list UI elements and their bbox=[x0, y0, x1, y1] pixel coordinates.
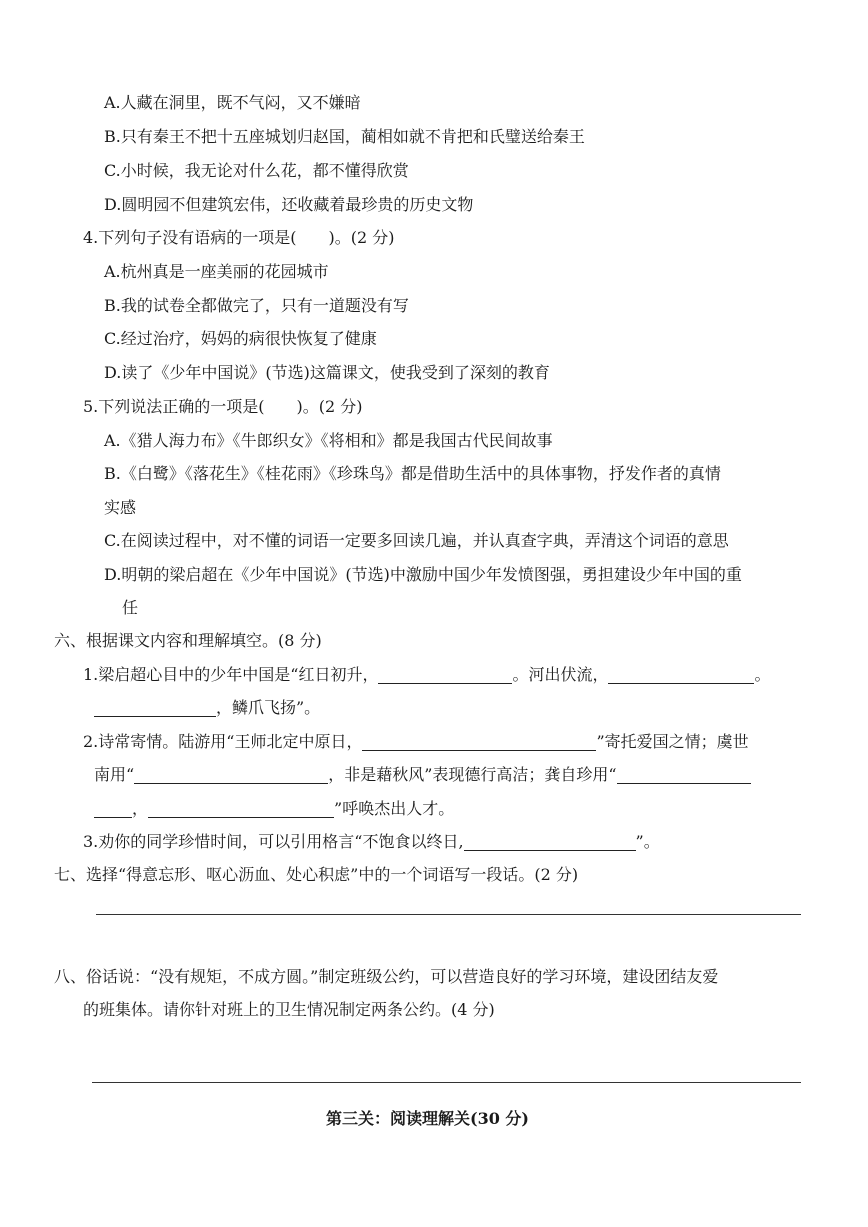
section6-title: 六、根据课文内容和理解填空。(8 分) bbox=[54, 631, 322, 650]
section7-answer-line[interactable] bbox=[96, 914, 801, 915]
q5-stem: 5.下列说法正确的一项是( )。(2 分) bbox=[83, 397, 363, 416]
s6-q1-text-b: 。河出伏流， bbox=[512, 665, 609, 684]
s6-q2-line1 bbox=[83, 731, 749, 753]
s6-q2-line3 bbox=[94, 798, 454, 820]
s6-q2-text-a: 2.诗常寄情。陆游用“王师北定中原日， bbox=[83, 732, 363, 751]
fill-blank-4[interactable] bbox=[362, 734, 596, 751]
section8-line2: 的班集体。请你针对班上的卫生情况制定两条公约。(4 分) bbox=[83, 1000, 495, 1019]
q3-option-d: D.圆明园不但建筑宏伟，还收藏着最珍贵的历史文物 bbox=[104, 195, 474, 214]
q4-stem: 4.下列句子没有语病的一项是( )。(2 分) bbox=[83, 228, 395, 247]
section7-title: 七、选择“得意忘形、呕心沥血、处心积虑”中的一个词语写一段话。(2 分) bbox=[54, 865, 579, 884]
fill-blank-5[interactable] bbox=[134, 767, 328, 784]
q5-option-b: B.《白鹭》《落花生》《桂花雨》《珍珠鸟》都是借助生活中的具体事物，抒发作者的真情 bbox=[104, 464, 721, 483]
s6-q2-text-e: ， bbox=[132, 799, 149, 818]
s6-q1-line1 bbox=[83, 664, 770, 686]
part3-title: 第三关：阅读理解关(30 分) bbox=[326, 1109, 529, 1128]
q4-option-d: D.读了《少年中国说》(节选)这篇课文，使我受到了深刻的教育 bbox=[104, 363, 550, 382]
fill-blank-1[interactable] bbox=[378, 667, 512, 684]
s6-q3-text-a: 3.劝你的同学珍惜时间，可以引用格言“不饱食以终日, bbox=[83, 832, 464, 851]
q5-option-a: A.《猎人海力布》《牛郎织女》《将相和》都是我国古代民间故事 bbox=[104, 431, 553, 450]
s6-q2-text-f: ”呼唤杰出人才。 bbox=[334, 799, 455, 818]
s6-q2-text-b: ”寄托爱国之情；虞世 bbox=[596, 732, 749, 751]
q3-option-c: C.小时候，我无论对什么花，都不懂得欣赏 bbox=[104, 161, 409, 180]
q5-option-c: C.在阅读过程中，对不懂的词语一定要多回读几遍，并认真查字典，弄清这个词语的意思 bbox=[104, 531, 729, 550]
q4-option-b: B.我的试卷全都做完了，只有一道题没有写 bbox=[104, 296, 409, 315]
section8-answer-line[interactable] bbox=[92, 1082, 801, 1083]
q3-option-a: A.人藏在洞里，既不气闷，又不嫌暗 bbox=[104, 93, 361, 112]
q5-option-b-cont: 实感 bbox=[104, 498, 137, 517]
fill-blank-6a[interactable] bbox=[617, 767, 751, 784]
s6-q1-text-c: 。 bbox=[754, 665, 771, 684]
s6-q3-line bbox=[83, 831, 660, 853]
section8-line1: 八、俗话说：“没有规矩，不成方圆。”制定班级公约，可以营造良好的学习环境，建设团结友爱 bbox=[54, 967, 719, 986]
q4-option-c: C.经过治疗，妈妈的病很快恢复了健康 bbox=[104, 329, 377, 348]
s6-q2-line2 bbox=[94, 764, 751, 786]
s6-q1-text-a: 1.梁启超心目中的少年中国是“红日初升， bbox=[83, 665, 379, 684]
fill-blank-8[interactable] bbox=[464, 834, 636, 851]
fill-blank-2[interactable] bbox=[608, 667, 754, 684]
s6-q2-text-d: ，非是藉秋风”表现德行高洁；龚自珍用“ bbox=[328, 765, 617, 784]
s6-q2-text-c: 南用“ bbox=[94, 765, 135, 784]
s6-q1-text-d: ，鳞爪飞扬”。 bbox=[216, 698, 321, 717]
fill-blank-6b[interactable] bbox=[94, 801, 132, 818]
q5-option-d-cont: 任 bbox=[122, 598, 139, 617]
fill-blank-3[interactable] bbox=[94, 700, 216, 717]
q4-option-a: A.杭州真是一座美丽的花园城市 bbox=[104, 262, 329, 281]
q5-option-d: D.明朝的梁启超在《少年中国说》(节选)中激励中国少年发愤图强，勇担建设少年中国的重 bbox=[104, 565, 742, 584]
s6-q3-text-b: ”。 bbox=[635, 832, 660, 851]
s6-q1-line2 bbox=[94, 697, 320, 719]
fill-blank-7[interactable] bbox=[148, 801, 334, 818]
q3-option-b: B.只有秦王不把十五座城划归赵国，蔺相如就不肯把和氏璧送给秦王 bbox=[104, 127, 585, 146]
